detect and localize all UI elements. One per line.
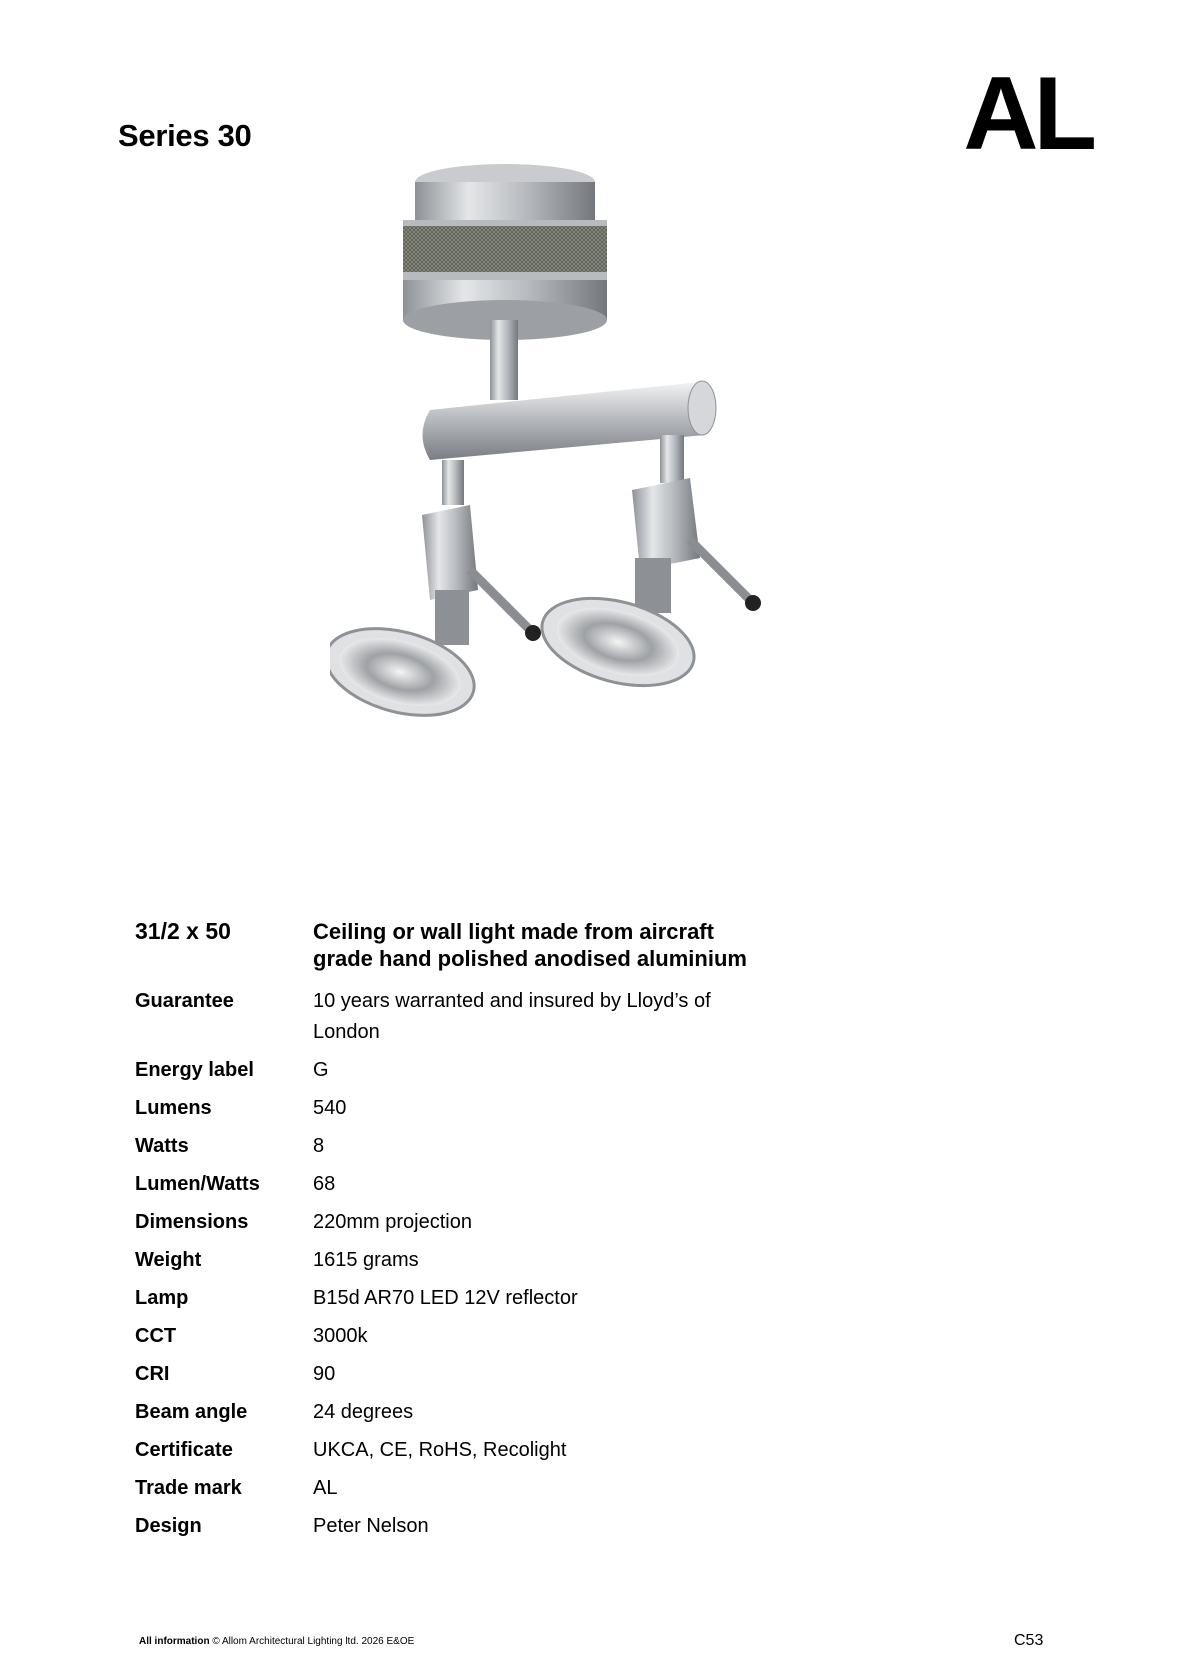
spec-row-cct [135, 1321, 713, 1352]
spec-value: 90 [313, 1363, 336, 1385]
spec-value: 540 [313, 1097, 347, 1119]
spec-table [135, 986, 713, 1549]
spec-row-cri [135, 1359, 713, 1390]
spec-label: Dimensions [135, 1211, 249, 1233]
spec-row-guarantee [135, 986, 713, 1048]
spec-row-weight [135, 1245, 713, 1276]
spec-label: Trade mark [135, 1477, 242, 1499]
footer-copyright [139, 1636, 414, 1647]
spec-row-watts [135, 1131, 713, 1162]
spec-row-dimensions [135, 1207, 713, 1238]
spec-label: Certificate [135, 1439, 233, 1461]
spec-row-certificate [135, 1435, 713, 1466]
spec-row-design [135, 1511, 713, 1542]
product-description: Ceiling or wall light made from aircraft grade hand polished anodised aluminium [313, 919, 747, 971]
footer-info-label: All information [139, 1636, 210, 1647]
spec-row-beam-angle [135, 1397, 713, 1428]
spec-label: Lamp [135, 1287, 189, 1309]
spec-value: AL [313, 1477, 338, 1499]
spec-value: 8 [313, 1135, 325, 1157]
spec-value: 68 [313, 1173, 336, 1195]
spec-label: CRI [135, 1363, 170, 1385]
spec-label: Weight [135, 1249, 202, 1271]
spec-row-energy-label [135, 1055, 713, 1086]
spec-label: Energy label [135, 1059, 254, 1081]
spec-label: Guarantee [135, 990, 234, 1012]
spec-value: G [313, 1059, 329, 1081]
spec-value: 220mm projection [313, 1211, 472, 1233]
spec-value: 10 years warranted and insured by Lloyd’s of London [313, 990, 711, 1043]
spec-label: Lumens [135, 1097, 212, 1119]
spec-value: 1615 grams [313, 1249, 419, 1271]
footer-copyright-text: © Allom Architectural Lighting ltd. 2026 E&OE [212, 1636, 415, 1647]
spec-label: Design [135, 1515, 202, 1537]
product-code: 31/2 x 50 [135, 918, 231, 944]
page-number: C53 [1014, 1632, 1044, 1649]
spec-value: B15d AR70 LED 12V reflector [313, 1287, 578, 1309]
spec-label: Watts [135, 1135, 189, 1157]
series-title: Series 30 [118, 118, 252, 153]
spec-row-lamp [135, 1283, 713, 1314]
spec-label: CCT [135, 1325, 177, 1347]
brand-logo: AL [963, 56, 1092, 172]
spec-row-trade-mark [135, 1473, 713, 1504]
spec-value: 24 degrees [313, 1401, 414, 1423]
spec-value: Peter Nelson [313, 1515, 429, 1537]
spec-value: 3000k [313, 1325, 368, 1347]
spec-label: Lumen/Watts [135, 1173, 260, 1195]
spec-row-lumen-watts [135, 1169, 713, 1200]
spec-row-lumens [135, 1093, 713, 1124]
spec-value: UKCA, CE, RoHS, Recolight [313, 1439, 567, 1461]
spec-label: Beam angle [135, 1401, 248, 1423]
product-image [330, 160, 850, 790]
